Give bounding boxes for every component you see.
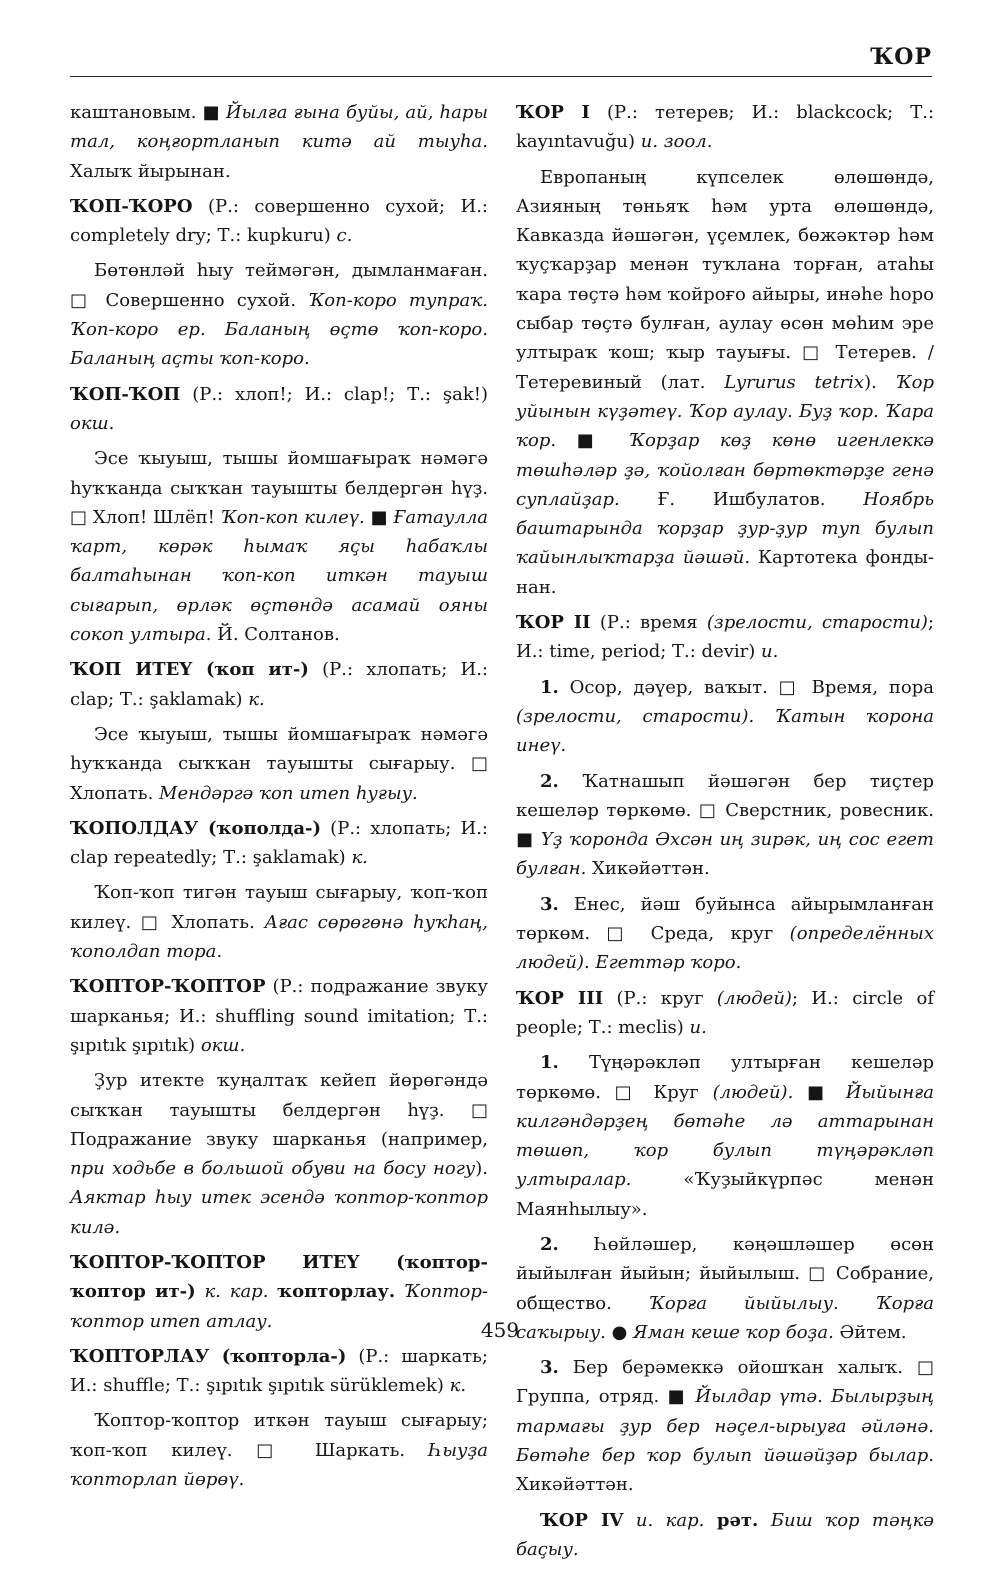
entry-text: Бөтөнләй һыу теймәгән, дымланмаған. □ Совершенно сухой. Ҡоп-коро тупраҡ. Ҡоп-коро ер. Баланың өҫтө ҡоп-коро. Баланың аҫты ҡоп-коро. bbox=[70, 260, 488, 370]
entry-text: 1. Түңәрәкләп ултырған кешеләр төркөмө. □ Круг (людей). ■ Йыйынға килгәндәрҙең бөтәһе лә аттарынан төшөп, ҡор булып түңәрәкләп ултыралар. «Ҡуҙыйкүрпәс менән Маянһылыу». bbox=[516, 1052, 934, 1220]
entry-text: каштановым. ■ Йылға ғына буйы, ай, һары тал, коңғортланып китә ай тыуһа. Халыҡ йырынан. bbox=[70, 102, 488, 182]
entry-text: Эсе ҡыуыш, тышы йомшағыраҡ нәмәгә һуҡҡанда сыҡҡан тауышты сығарыу. □ Хлопать. Мендәргә ҡоп итеп һуғыу. bbox=[70, 723, 488, 804]
dictionary-entry: ҠОП-ҠОРО (Р.: совершенно сухой; И.: completely dry; Т.: kupkuru) с. bbox=[70, 195, 488, 247]
entry-text: Ҙур итекте ҡуңалтаҡ кейеп йөрөгәндә сыҡҡан тауышты белдергән һүҙ. □ Подражание звуку шарканья (например, при ходьбе в большой обуви на босу ногу). Аяктар һыу итек эсендә ҡоптор-ҡоптор килә. bbox=[70, 1070, 488, 1238]
dictionary-entry: ҠОПОЛДАУ (ҡополда-) (Р.: хлопать; И.: clap repeatedly; Т.: şaklamak) к. bbox=[70, 817, 488, 869]
entry-text: Ҡоп-ҡоп тигән тауыш сығарыу, ҡоп-ҡоп килеү. □ Хлопать. Ағас сөрөгөнә һуҡһаң, ҡополдап тора. bbox=[70, 882, 488, 963]
right-column bbox=[516, 98, 934, 1570]
entry-text: Европаның күпселек өлөшөндә, Азияның төньяҡ һәм урта өлөшөндә, Кавказда йәшәгән, үҫемлек, бөжәктәр һәм ҡуҫҡарҙар менән туҡлана торған, атаһы ҡара төҫтә һәм ҡойроғо айыры, инәһе һоро сыбар төҫтә булған, аулау өсөн мөһим эре ултыраҡ ҡош; ҡыр тауығы. □ Тетерев. / Тетеревиный (лат. Lyrurus tetrix). Ҡор уйынын күҙәтеү. Ҡор аулау. Буҙ ҡор. Ҡара ҡор. ■ Ҡорҙар көҙ көнө игенлеккә төшһәләр ҙә, ҡойолған бөртөктәрҙе генә суплайҙар. Ғ. Ишбулатов. Ноябрь баштарында ҡорҙар ҙур-ҙур туп булып ҡайынлыҡтарҙа йәшәй. Картотека фондынан. bbox=[516, 166, 935, 598]
entry-text: ҠОР IV и. кар. рәт. Биш ҡор тәңкә баҫыу. bbox=[516, 1509, 934, 1560]
entry-text: 2. Ҡатнашып йәшәгән бер тиҫтер кешеләр төркөмө. □ Сверстник, ровесник. ■ Үҙ ҡоронда Әхсән иң зирәк, иң сос егет булған. Хикәйәттән. bbox=[516, 770, 934, 880]
entry-text: Ҡоптор-ҡоптор иткән тауыш сығарыу; ҡоп-ҡоп килеү. □ Шаркать. Һыуҙа ҡопторлап йөрөү. bbox=[70, 1410, 488, 1491]
header-headword: ҠОР bbox=[870, 44, 932, 70]
dictionary-entry: ҠОПТОР-ҠОПТОР (Р.: подражание звуку шарканья; И.: shuffling sound imitation; Т.: şıpıtık şıpıtık) окш. bbox=[70, 976, 488, 1056]
entry-text: 1. Осор, дәүер, ваҡыт. □ Время, пора (зрелости, старости). Ҡатын ҡорона инеү. bbox=[516, 676, 934, 757]
entry-text: 2. Һөйләшер, кәңәшләшер өсөн йыйылған йыйын; йыйылыш. □ Собрание, общество. Ҡорға йыйылыу. Ҡорға саҡырыу. ● Яман кеше ҡор боҙа. Әйтем. bbox=[516, 1233, 934, 1343]
dictionary-entry: ҠОР III (Р.: круг (людей); И.: circle of people; Т.: meclis) и. bbox=[516, 987, 934, 1038]
dictionary-entry: ҠОР I (Р.: тетерев; И.: blackcock; Т.: kayıntavuğu) и. зоол. bbox=[516, 102, 935, 153]
dictionary-entry: ҠОП-ҠОП (Р.: хлоп!; И.: clap!; Т.: şak!) окш. bbox=[70, 383, 488, 434]
dictionary-entry: ҠОП ИТЕҮ (ҡоп ит-) (Р.: хлопать; И.: clap; Т.: şaklamak) к. bbox=[70, 659, 488, 710]
entry-text: 3. Енес, йәш буйынса айырымланған төркөм. □ Среда, круг (определённых людей). Егеттәр ҡоро. bbox=[516, 893, 934, 974]
page-number: 459 bbox=[480, 1318, 520, 1342]
dictionary-entry: ҠОР II (Р.: время (зрелости, старости); И.: time, period; Т.: devir) и. bbox=[516, 612, 935, 663]
entry-text: 3. Бер берәмеккә ойошҡан халыҡ. □ Группа, отряд. ■ Йылдар үтә. Былырҙың тармағы ҙур бер нәҫел-ырыуға әйләнә. Бөтәһе бер ҡор булып йәшәйҙәр былар. Хикәйәттән. bbox=[516, 1357, 934, 1496]
dictionary-entry: ҠОПТОР-ҠОПТОР ИТЕҮ (ҡоптор-ҡоптор ит-) к. кар. ҡопторлау. Ҡоптор-ҡоптор итеп атлау. bbox=[70, 1251, 488, 1332]
running-header bbox=[70, 40, 932, 77]
left-column bbox=[70, 98, 488, 1500]
entry-text: Эсе ҡыуыш, тышы йомшағыраҡ нәмәгә һуҡҡанда сыҡҡан тауышты белдергән һүҙ. □ Хлоп! Шлёп! Ҡоп-коп килеү. ■ Ғатаулла ҡарт, көрәк һымаҡ яҫы һабаҡлы балтаһынан ҡоп-коп иткән тауыш сығарып, өрләк өҫтөндә асамай ояны сокоп ултыра. Й. Солтанов. bbox=[70, 448, 489, 646]
dictionary-entry: ҠОПТОРЛАУ (ҡопторла-) (Р.: шаркать; И.: shuffle; Т.: şıpıtık şıpıtık sürüklemek) к. bbox=[70, 1345, 488, 1397]
